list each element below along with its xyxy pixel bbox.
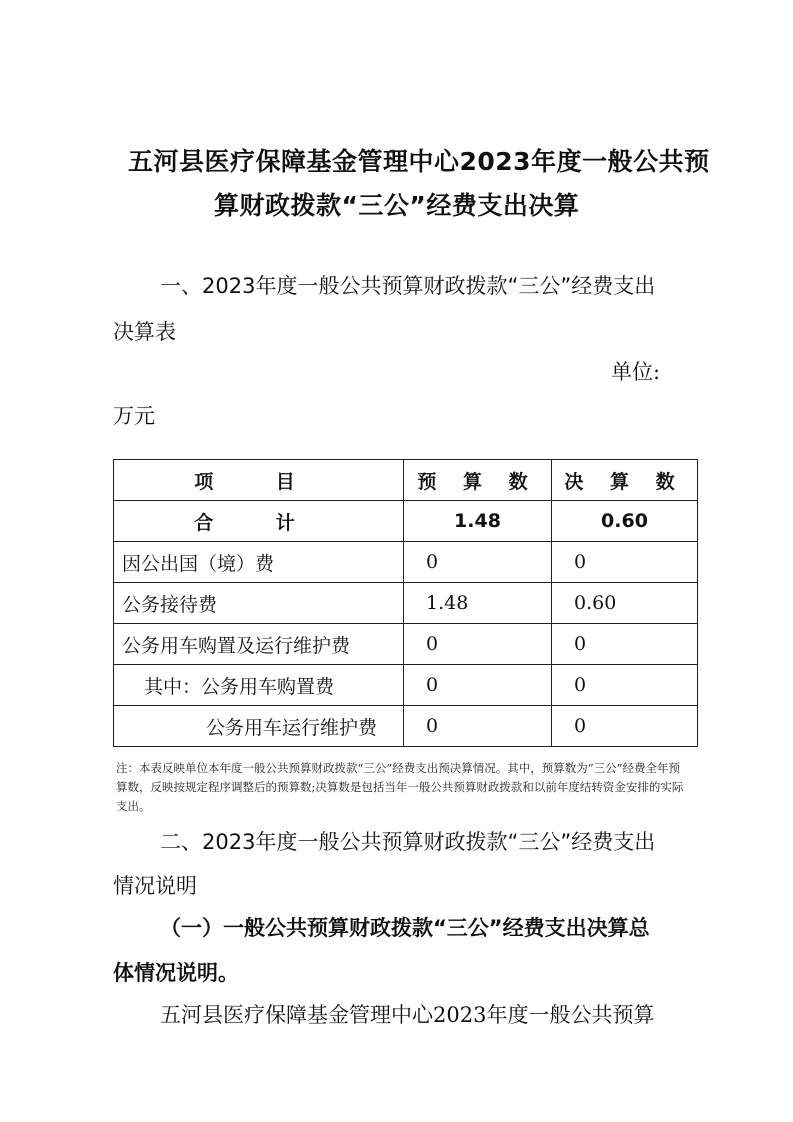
total-actual: 0.60 <box>552 501 698 542</box>
document-title-line1: 五河县医疗保障基金管理中心2023年度一般公共预 <box>128 147 710 176</box>
row-actual: 0 <box>552 706 698 747</box>
section2-heading-line2: 情况说明 <box>113 874 197 898</box>
table-row <box>114 706 698 747</box>
row-actual: 0.60 <box>552 583 698 624</box>
table-row <box>114 542 698 583</box>
subsection-heading-line2: 体情况说明。 <box>113 961 239 985</box>
section1-heading-line1: 一、2023年度一般公共预算财政拨款“三公”经费支出 <box>160 274 656 298</box>
row-actual: 0 <box>552 542 698 583</box>
row-label: 其中：公务用车购置费 <box>114 665 404 706</box>
table-row <box>114 665 698 706</box>
table-header-row <box>114 460 698 501</box>
header-actual: 决 算 数 <box>552 460 698 501</box>
paragraph-start: 五河县医疗保障基金管理中心2023年度一般公共预算 <box>160 1003 655 1027</box>
total-budget: 1.48 <box>404 501 552 542</box>
row-label: 公务用车运行维护费 <box>114 706 404 747</box>
table-row <box>114 624 698 665</box>
row-budget: 0 <box>404 542 552 583</box>
row-label: 公务用车购置及运行维护费 <box>114 624 404 665</box>
row-label: 因公出国（境）费 <box>114 542 404 583</box>
row-budget: 1.48 <box>404 583 552 624</box>
row-budget: 0 <box>404 624 552 665</box>
unit-value: 万元 <box>113 404 155 428</box>
row-budget: 0 <box>404 706 552 747</box>
header-item: 项 目 <box>114 460 404 501</box>
header-budget: 预 算 数 <box>404 460 552 501</box>
row-label: 公务接待费 <box>114 583 404 624</box>
table-row <box>114 583 698 624</box>
document-title-line2: 算财政拨款“三公”经费支出决算 <box>214 191 580 220</box>
total-label: 合 计 <box>114 501 404 542</box>
table-row-total <box>114 501 698 542</box>
row-actual: 0 <box>552 624 698 665</box>
section2-heading-line1: 二、2023年度一般公共预算财政拨款“三公”经费支出 <box>160 830 656 854</box>
subsection-heading-line1: （一）一般公共预算财政拨款“三公”经费支出决算总 <box>160 916 650 940</box>
table-note: 注：本表反映单位本年度一般公共预算财政拨款“三公”经费支出预决算情况。其中，预算数为“三公”经费全年预算数，反映按规定程序调整后的预算数;决算数是包括当年一般公共预算财政拨款和以前年度结转资金安排的实际支出。 <box>116 761 684 813</box>
row-budget: 0 <box>404 665 552 706</box>
section1-heading-line2: 决算表 <box>113 320 176 344</box>
row-actual: 0 <box>552 665 698 706</box>
unit-label: 单位: <box>611 360 661 384</box>
three-public-expenses-table <box>113 459 698 747</box>
